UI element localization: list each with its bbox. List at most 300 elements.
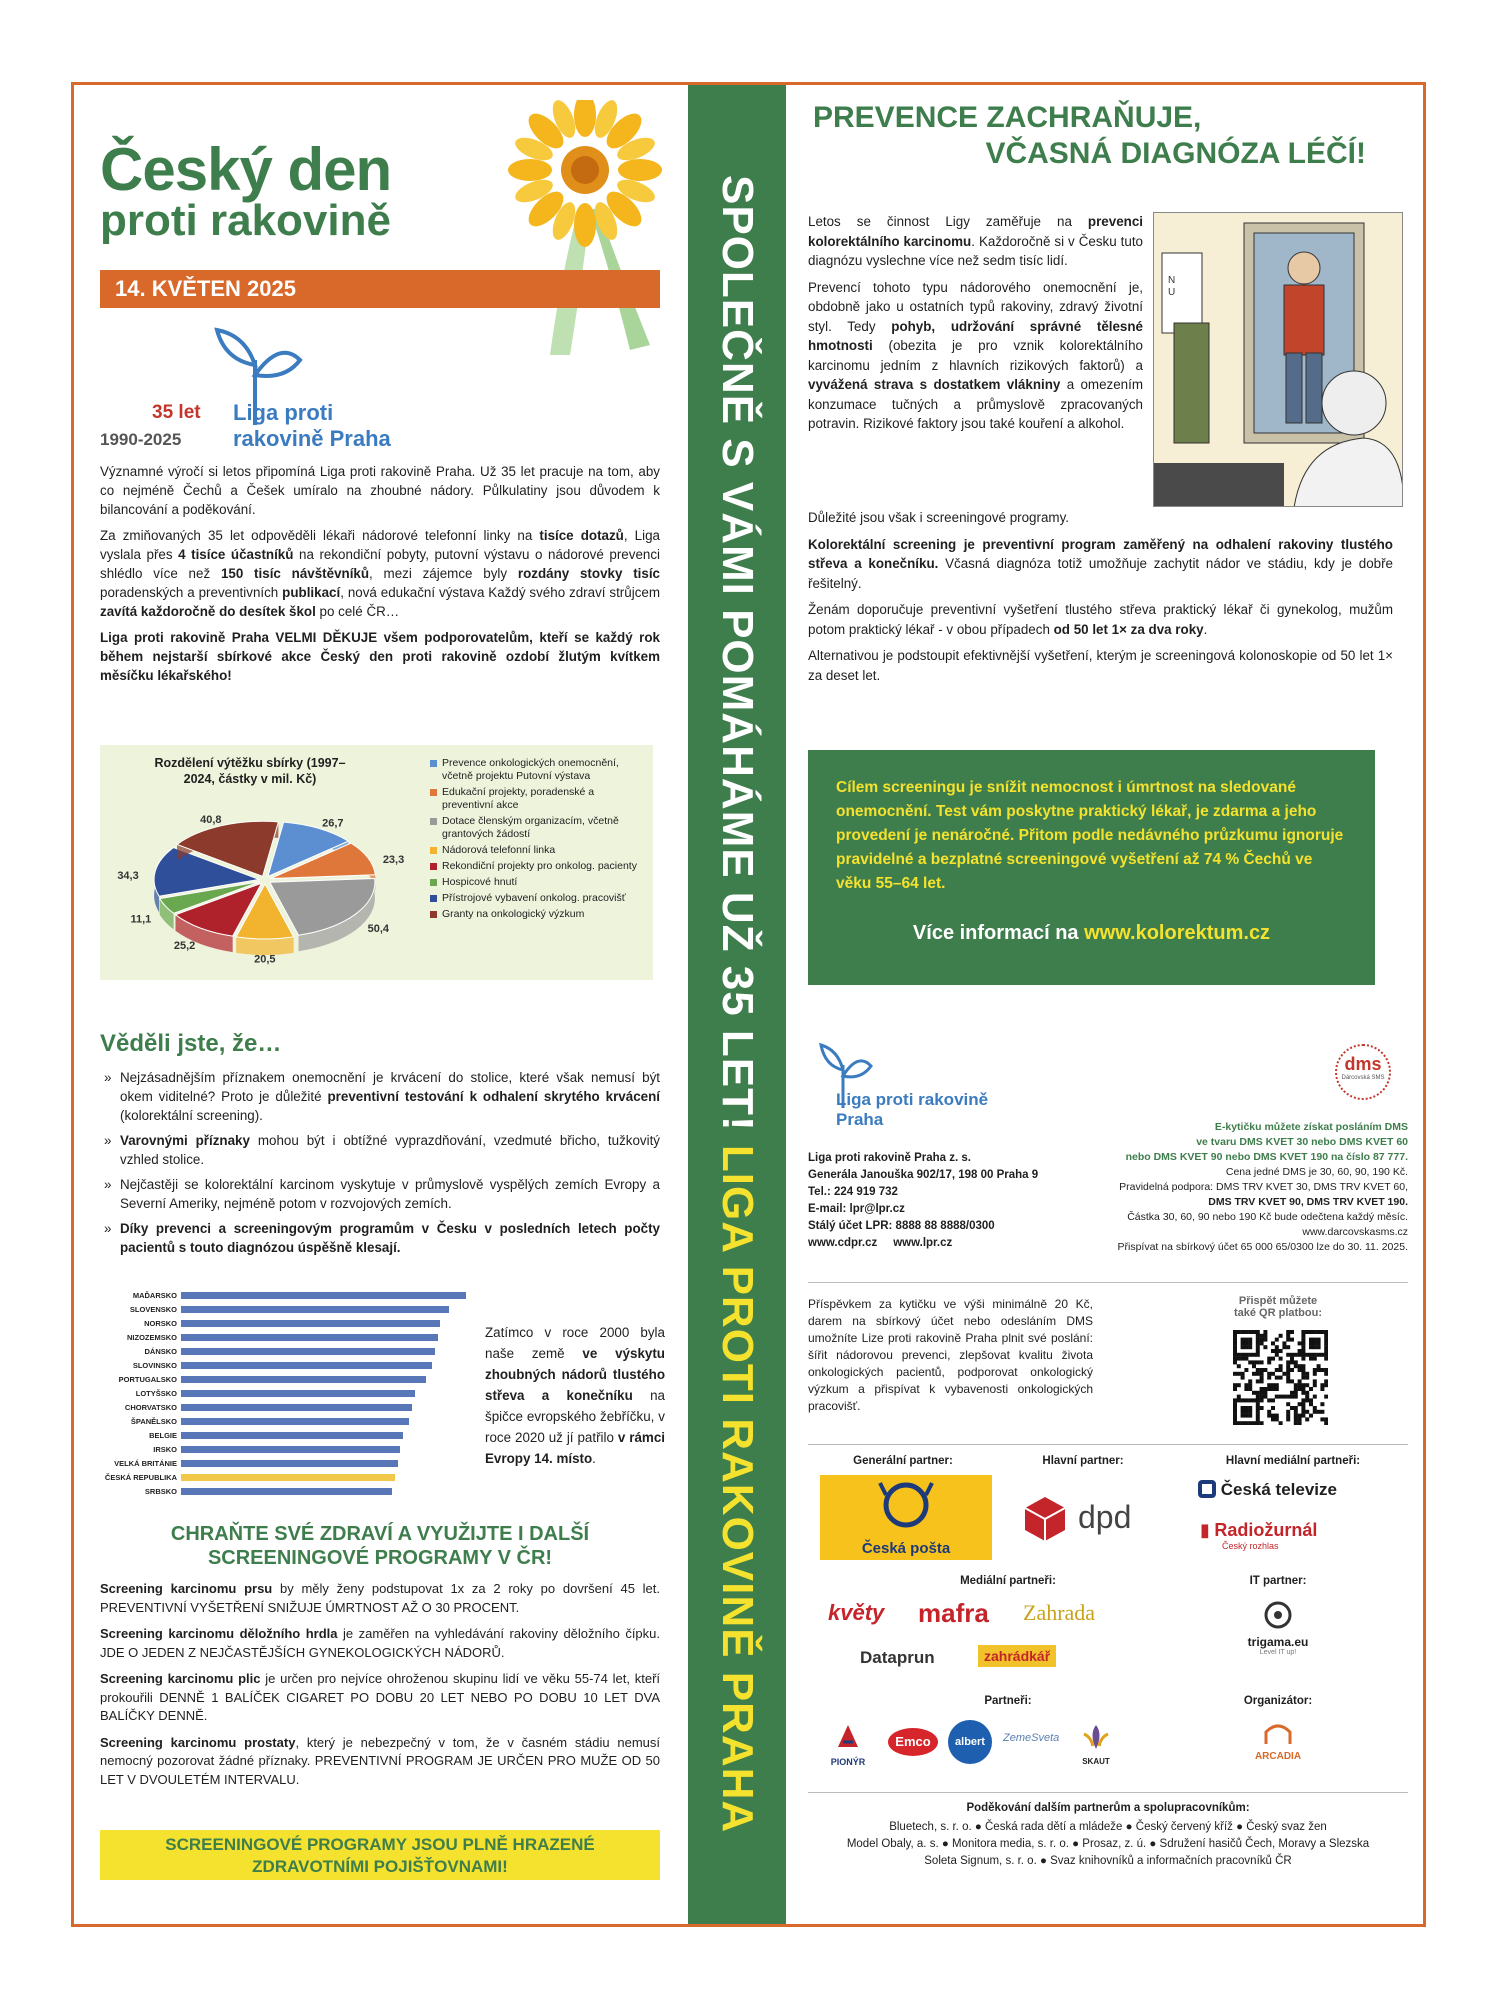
text-run: Za zmiňovaných 35 let odpověděli lékaři nádorové telefonní linky na [100,528,540,543]
arcadia-text: ARCADIA [1254,1751,1302,1762]
media-partners-label: Mediální partneři: [960,1575,1056,1587]
qr-module [1271,1414,1275,1418]
qr-module [1267,1414,1271,1418]
qr-module [1324,1417,1328,1421]
qr-module [1286,1417,1290,1421]
date-text: 14. KVĚTEN 2025 [115,276,296,301]
qr-module [1256,1372,1260,1376]
legend-item [430,815,645,841]
qr-module [1298,1379,1302,1383]
prevention-paragraph-6: Alternativou je podstoupit efektivnější vyšetření, kterým je screeningová kolonoskopie od 50 let 1× za deset let. [808,648,1393,683]
qr-module [1286,1376,1290,1380]
qr-module [1294,1383,1298,1387]
text-run: Ženám doporučuje preventivní vyšetření tlustého střeva praktický lékař či gynekolog, mužům potom praktický lékař - v obou případech [808,602,1393,637]
bar-label: NORSKO [144,1319,177,1328]
qr-module [1275,1376,1279,1380]
legend-label: Prevence onkologických onemocnění, včetně projektu Putovní výstava [442,757,619,782]
text-run: tisíce dotazů [539,528,624,543]
qr-module [1248,1360,1252,1364]
arcadia-logo [1238,1720,1318,1762]
qr-module [1244,1421,1248,1425]
bar-label: MAĎARSKO [132,1291,177,1300]
qr-module [1313,1372,1317,1376]
qr-module [1263,1345,1267,1349]
qr-module [1301,1349,1305,1353]
qr-module [1290,1353,1294,1357]
qr-module [1237,1395,1241,1399]
text-run: preventivní testování k odhalení skrytého krvácení [327,1089,660,1104]
qr-module [1298,1353,1302,1357]
legend-item [430,876,645,889]
ct-icon [1198,1480,1216,1498]
qr-module [1286,1410,1290,1414]
qr-module [1298,1421,1302,1425]
qr-module [1320,1368,1324,1372]
right-column [808,100,1408,1867]
qr-module [1290,1395,1294,1399]
org-address: Generála Janouška 902/17, 198 00 Praha 9 [808,1169,1039,1181]
qr-module [1256,1398,1260,1402]
qr-module [1233,1338,1237,1342]
bar [181,1446,400,1453]
screening-item [100,1670,660,1726]
dpd-logo [1023,1495,1153,1545]
qr-module [1294,1406,1298,1410]
qr-module [1244,1368,1248,1372]
zahradkar-logo: zahrádkář [978,1645,1056,1667]
qr-module [1317,1364,1321,1368]
qr-module [1320,1330,1324,1334]
qr-module [1241,1353,1245,1357]
text-run: Screening karcinomu prostaty [100,1734,296,1750]
qr-module [1237,1330,1241,1334]
legend-swatch [430,911,437,918]
qr-module [1263,1330,1267,1334]
pie-value-label: 11,1 [130,913,152,926]
qr-module [1294,1410,1298,1414]
text-run: pohyb, udržování správné tělesné hmotnosti [808,318,1144,353]
qr-module [1282,1345,1286,1349]
qr-module [1275,1414,1279,1418]
text-run: od 50 let 1× za dva roky [1053,621,1204,637]
bar [181,1432,403,1439]
logo-range: 1990-2025 [100,430,182,449]
text-run: (kolorektální screening). [120,1108,263,1123]
text-run: , mezi zájemce byly [369,566,518,581]
qr-module [1244,1406,1248,1410]
qr-module [1233,1341,1237,1345]
qr-module [1241,1398,1245,1402]
general-partner-label: Generální partner: [853,1455,953,1467]
qr-module [1256,1341,1260,1345]
lily-icon [1081,1722,1111,1752]
qr-module [1233,1383,1237,1387]
legend-item [430,757,645,783]
bar-label: SLOVINSKO [132,1361,177,1370]
qr-module [1263,1387,1267,1391]
qr-module [1260,1338,1264,1342]
qr-module [1317,1353,1321,1357]
bar-label: BELGIE [149,1431,177,1440]
bar-row [100,1318,480,1329]
qr-module [1241,1338,1245,1342]
screening-heading [100,1522,660,1570]
list-item [100,1131,660,1169]
pionyr-text: PIONÝR [830,1757,866,1767]
thanks-title: Poděkování dalším partnerům a spolupracovníkům: [966,1802,1250,1814]
did-you-know-section [100,1030,660,1263]
qr-module [1298,1402,1302,1406]
qr-module [1313,1368,1317,1372]
qr-module [1305,1383,1309,1387]
qr-module [1271,1357,1275,1361]
qr-module [1301,1383,1305,1387]
qr-module [1244,1357,1248,1361]
pie-chart-title: Rozdělení výtěžku sbírky (1997–2024, částky v mil. Kč) [154,756,346,786]
qr-module [1267,1360,1271,1364]
qr-module [1237,1353,1241,1357]
qr-module [1305,1410,1309,1414]
qr-module [1256,1414,1260,1418]
pie-value-label: 26,7 [322,817,344,830]
qr-module [1324,1334,1328,1338]
qr-module [1324,1345,1328,1349]
qr-module [1233,1387,1237,1391]
qr-module [1301,1398,1305,1402]
text-run: je určen pro nejvíce ohroženou skupinu lidí ve věku 55-74 let, kteří prokouřili DENNĚ 1 BALÍČEK CIGARET PO DOBU 20 LET NEBO PO DOBU 10 LET DVA BALÍČKY DENNĚ. [100,1671,661,1723]
qr-module [1256,1349,1260,1353]
qr-module [1260,1376,1264,1380]
pionyr-logo [818,1722,878,1767]
bar-row [100,1430,480,1441]
legend-label: Hospicové hnutí [442,876,518,888]
bar-label: LOTYŠSKO [135,1389,177,1398]
qr-module [1290,1368,1294,1372]
bar-label: SLOVENSKO [129,1305,177,1314]
qr-module [1263,1334,1267,1338]
qr-module [1256,1410,1260,1414]
qr-module [1275,1338,1279,1342]
dms-info [1078,1120,1408,1255]
league-logo [100,320,430,460]
bar [181,1320,440,1327]
qr-module [1317,1368,1321,1372]
text-run: Screening karcinomu děložního hrdla [100,1626,338,1641]
radiozurnal-subtext: Český rozhlas [1222,1541,1279,1551]
text-run: Nejzásadnějším příznakem onemocnění je krvácení do stolice, které však nemusí být okem viditelné? Proto je důležité [120,1070,660,1104]
qr-module [1290,1406,1294,1410]
text-run: Prevencí tohoto typu nádorového onemocnění je, obdobně jako u ostatních typů rakoviny, zdravý životní styl. Tedy [808,279,1143,334]
website-link[interactable]: www.lpr.cz [893,1237,953,1249]
pie-value-label: 50,4 [367,922,390,935]
qr-module [1237,1383,1241,1387]
albert-logo: albert [948,1720,992,1764]
qr-label-line1: Přispět můžete [1238,1295,1318,1307]
qr-module [1324,1368,1328,1372]
qr-module [1271,1372,1275,1376]
pie-chart-box [100,745,653,980]
qr-module [1263,1368,1267,1372]
prevention-paragraph-5 [808,600,1393,639]
screening-goal-text: Cílem screeningu je snížit nemocnost i úmrtnost na sledované onemocnění. Test vám poskytne praktický lékař, je zdarma a jeho provedení je nenáročné. Přitom podle nedávného průzkumu ignoruje pravidelné a bezplatné screeningové vyšetření až 74 % Čechů ve věku 55–64 let. [836,779,1344,892]
qr-module [1267,1383,1271,1387]
qr-module [1301,1376,1305,1380]
qr-module [1317,1330,1321,1334]
qr-module [1309,1338,1313,1342]
qr-module [1324,1357,1328,1361]
organizer-label: Organizátor: [1243,1695,1313,1707]
vertical-slogan [713,175,762,1855]
thanks-section [808,1800,1408,1870]
qr-module [1275,1368,1279,1372]
qr-module [1248,1345,1252,1349]
qr-module [1305,1372,1309,1376]
qr-module [1252,1353,1256,1357]
bar-label: CHORVATSKO [124,1403,177,1412]
qr-module [1320,1387,1324,1391]
qr-module [1279,1376,1283,1380]
text-run: Díky prevenci a screeningovým programům v Česku v posledních letech počty pacientů s touto diagnózou úspěšně klesají. [120,1221,660,1255]
qr-module [1305,1417,1309,1421]
legend-label: Dotace členským organizacím, včetně grantových žádostí [442,815,619,840]
qr-module [1256,1330,1260,1334]
pie-value-label: 20,5 [254,953,276,966]
dms-badge-subtext: Dárcovská SMS [1341,1075,1385,1081]
qr-module [1252,1398,1256,1402]
legend-swatch [430,789,437,796]
qr-module [1301,1391,1305,1395]
main-media-partners-label: Hlavní mediální partneři: [1225,1455,1361,1467]
prevention-paragraph-4 [808,535,1393,594]
main-title-line1: Český den [100,136,392,203]
qr-module [1271,1349,1275,1353]
qr-module [1260,1334,1264,1338]
org-name: Liga proti rakovině Praha z. s. [808,1152,971,1164]
text-run: , nová edukační výstava Každý svého zdraví strůjcem [340,585,660,600]
qr-module [1294,1395,1298,1399]
qr-module [1298,1364,1302,1368]
qr-module [1301,1341,1305,1345]
qr-module [1233,1414,1237,1418]
legend-swatch [430,895,437,902]
qr-module [1286,1334,1290,1338]
qr-module [1267,1410,1271,1414]
qr-module [1241,1406,1245,1410]
skaut-text: SKAUT [1082,1757,1110,1766]
qr-module [1290,1338,1294,1342]
qr-module [1301,1414,1305,1418]
screening-heading-line2: SCREENINGOVÉ PROGRAMY V ČR! [207,1547,553,1569]
divider [808,1792,1408,1793]
prevention-paragraph-1 [808,212,1143,271]
qr-module [1290,1391,1294,1395]
qr-module [1294,1387,1298,1391]
qr-module [1271,1398,1275,1402]
qr-module [1286,1360,1290,1364]
dms-badge [1335,1044,1391,1100]
qr-module [1233,1406,1237,1410]
qr-module [1233,1410,1237,1414]
qr-module [1286,1372,1290,1376]
kolorektum-link[interactable]: www.kolorektum.cz [1084,922,1271,944]
text-run: v rámci Evropy 14. místo [485,1430,665,1466]
bar [181,1404,412,1411]
bar-label: PORTUGALSKO [118,1375,177,1384]
slogan-white: SPOLEČNĚ S VÁMI POMÁHÁME UŽ 35 LET! [713,175,762,1145]
qr-module [1301,1334,1305,1338]
dms-line[interactable]: www.darcovskasms.cz [1302,1226,1408,1238]
qr-module [1256,1391,1260,1395]
qr-module [1324,1383,1328,1387]
it-partner-label: IT partner: [1249,1575,1307,1587]
org-email[interactable]: E-mail: lpr@lpr.cz [808,1203,905,1215]
legend-swatch [430,847,437,854]
intro-paragraph-2 [100,526,660,621]
qr-module [1309,1414,1313,1418]
bar-label: ČESKÁ REPUBLIKA [104,1473,177,1482]
text-run: by měly ženy podstupovat 1x za 2 roky po dovršení 45 let. PREVENTIVNÍ VYŠETŘENÍ SNIŽUJE ÚMRTNOST AŽ O 30 PROCENT. [100,1581,661,1615]
qr-module [1256,1368,1260,1372]
qr-module [1241,1376,1245,1380]
bar [181,1418,409,1425]
text-run: můžete získat posláním DMS [1261,1121,1408,1133]
bar [181,1348,435,1355]
pie-chart [100,745,430,980]
legend-item [430,860,645,873]
screening-list [100,1580,660,1797]
bar [181,1460,398,1467]
doctor-illustration [1153,212,1403,507]
qr-module [1324,1395,1328,1399]
qr-module [1294,1360,1298,1364]
text-run: poradenských a preventivních [100,585,283,600]
qr-module [1301,1410,1305,1414]
qr-module [1260,1379,1264,1383]
qr-module [1252,1330,1256,1334]
qr-module [1233,1417,1237,1421]
qr-module [1248,1338,1252,1342]
qr-module [1286,1353,1290,1357]
qr-module [1313,1353,1317,1357]
qr-module [1313,1406,1317,1410]
qr-module [1279,1364,1283,1368]
qr-module [1263,1391,1267,1395]
legend-item [430,844,645,857]
text-run: rozdány stovky tisíc [517,566,660,581]
main-title [100,136,392,203]
qr-module [1271,1406,1275,1410]
text-run: Letos se činnost Ligy zaměřuje na [808,214,1088,229]
zemesveta-logo: ZemeSveta [1003,1732,1060,1744]
qr-module [1256,1406,1260,1410]
org-account: Stálý účet LPR: 8888 88 8888/0300 [808,1220,995,1232]
qr-module [1320,1410,1324,1414]
text-run: mohou být i obtížné vyprazdňování, vzedmuté břicho, tužkovitý vzhled stolice. [120,1133,661,1167]
intro-paragraph-3: Liga proti rakovině Praha VELMI DĚKUJE všem podporovatelům, kteří se každý rok během nejstarší sbírkové akce Český den proti rakovině ozdobí žlutým kvítkem měsíčku lékařského! [100,630,660,683]
qr-module [1244,1330,1248,1334]
qr-module [1301,1330,1305,1334]
bar-row [100,1416,480,1427]
screening-item [100,1625,660,1662]
thanks-line: Model Obaly, a. s. ● Monitora media, s. r. o. ● Prosaz, z. ú. ● Sdružení hasičů Čech, Moravy a Slezska [846,1838,1370,1850]
text-run: po celé ČR… [315,604,400,619]
intro-text [100,462,660,692]
qr-module [1244,1398,1248,1402]
qr-module [1233,1398,1237,1402]
emco-logo: Emco [888,1728,938,1756]
qr-module [1286,1414,1290,1418]
qr-module [1275,1345,1279,1349]
qr-module [1256,1345,1260,1349]
text-run: a omezením konzumace tučných a průmyslově zpracovaných potravin. Rizikové faktory jsou také kouření a alkohol. [808,377,1143,431]
qr-module [1241,1410,1245,1414]
dms-line: Cena jedné DMS je 30, 60, 90, 190 Kč. [1225,1166,1408,1178]
text-run: Kolorektální screening je preventivní program zaměřený na odhalení rakoviny tlustého střeva a konečníku. [808,536,1393,571]
qr-module [1286,1395,1290,1399]
qr-code[interactable] [1233,1330,1328,1425]
dms-line: ve tvaru DMS KVET 30 nebo DMS KVET 60 [1196,1136,1408,1148]
bar [181,1362,432,1369]
radiozurnal-logo [1200,1520,1410,1551]
dms-line: Přispívat na sbírkový účet 65 000 65/0300 lze do 30. 11. 2025. [1117,1241,1408,1253]
qr-module [1256,1417,1260,1421]
bar-row [100,1388,480,1399]
qr-module [1260,1368,1264,1372]
qr-module [1275,1387,1279,1391]
text-run: Nejčastěji se kolorektální karcinom vyskytuje v průmyslově vyspělých zemích Evropy a Severní Ameriky, nejméně potom v rozvojových zemích. [120,1177,660,1211]
qr-module [1309,1341,1313,1345]
legend-label: Nádorová telefonní linka [442,844,556,856]
qr-module [1313,1345,1317,1349]
bar [181,1306,449,1313]
logo-name-line2: rakovině Praha [233,426,391,451]
qr-module [1294,1353,1298,1357]
qr-module [1301,1353,1305,1357]
qr-module [1313,1410,1317,1414]
ceska-posta-logo [820,1475,992,1560]
qr-module [1237,1372,1241,1376]
qr-module [1282,1372,1286,1376]
qr-module [1275,1349,1279,1353]
qr-module [1233,1334,1237,1338]
qr-module [1301,1402,1305,1406]
qr-module [1279,1421,1283,1425]
qr-module [1290,1357,1294,1361]
legend-label: Přístrojové vybavení onkolog. pracovišť [442,892,626,904]
main-subtitle: proti rakovině [100,196,391,245]
text-run: . [592,1451,596,1466]
qr-module [1324,1338,1328,1342]
qr-module [1267,1372,1271,1376]
qr-module [1317,1341,1321,1345]
intro-paragraph-1: Významné výročí si letos připomíná Liga proti rakovině Praha. Už 35 let pracuje na tom, aby co nejméně Čechů a Češek umíralo na zhoubné nádory. Půlkulatiny jsou důvodem k bilancování a poděkování. [100,464,660,517]
did-you-know-title: Věděli jste, že… [100,1030,282,1057]
bar-chart-caption [485,1322,665,1469]
qr-module [1263,1338,1267,1342]
qr-module [1260,1406,1264,1410]
dms-line [1078,1120,1408,1135]
qr-module [1286,1338,1290,1342]
qr-module [1279,1368,1283,1372]
qr-module [1309,1345,1313,1349]
qr-module [1237,1421,1241,1425]
qr-module [1324,1353,1328,1357]
website-link[interactable]: www.cdpr.cz [808,1237,878,1249]
prevention-paragraph-3: Důležité jsou však i screeningové programy. [808,510,1069,525]
qr-module [1241,1330,1245,1334]
qr-module [1313,1383,1317,1387]
list-item [100,1219,660,1257]
